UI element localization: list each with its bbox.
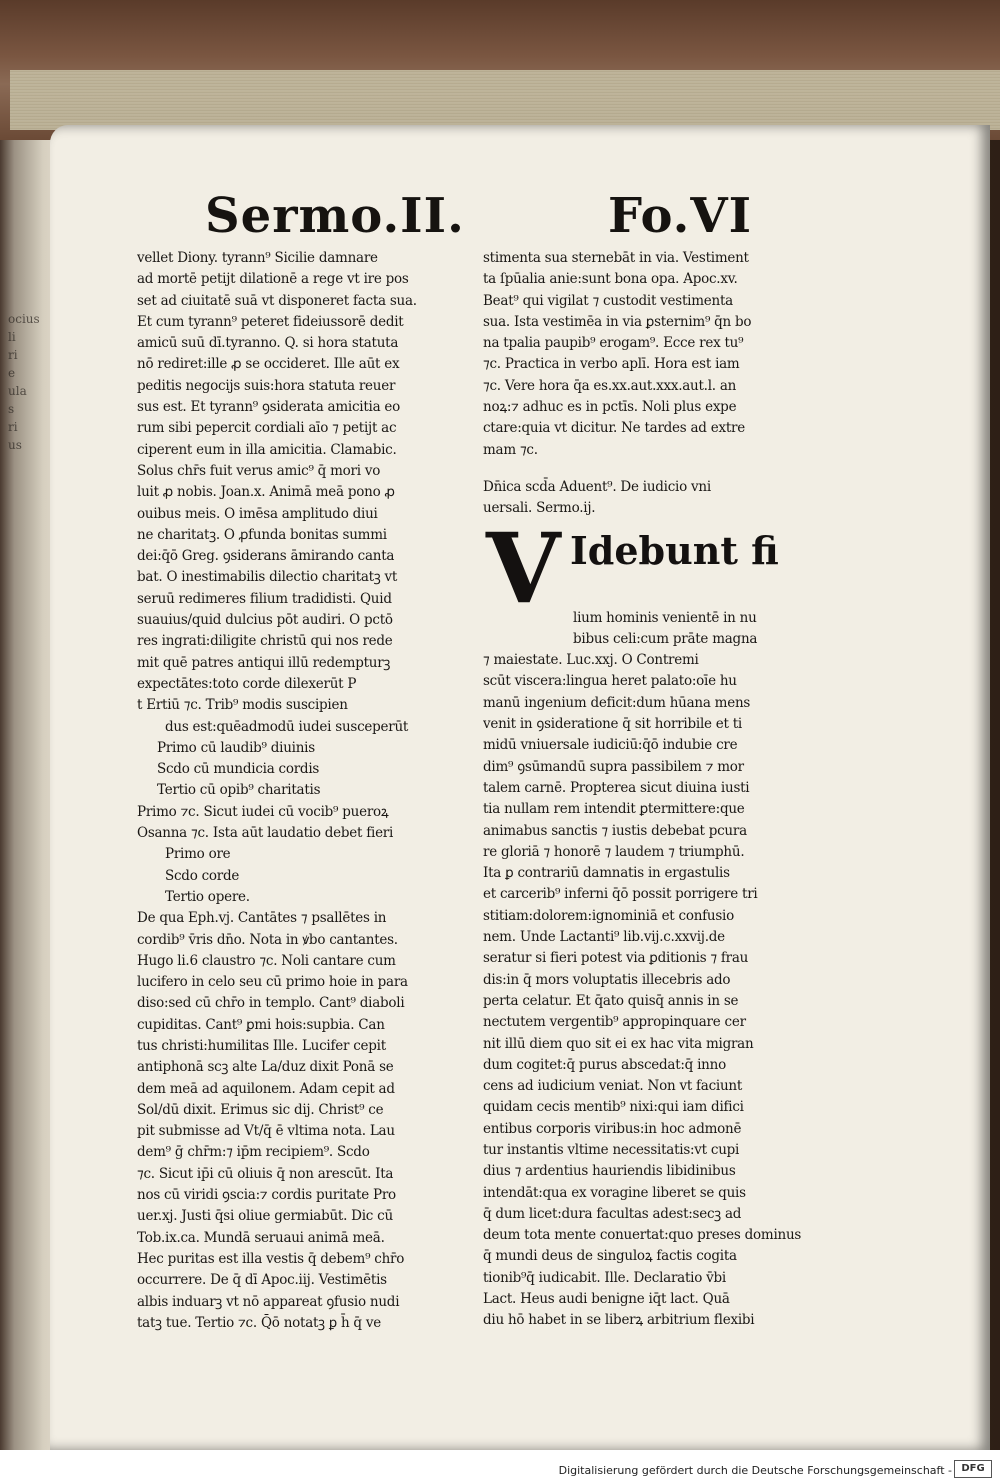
folio-number: Fo.VI — [608, 188, 753, 244]
text-line: expectātes:toto corde dilexerūt P — [137, 675, 357, 692]
text-line: na tpalia paupib⁹ erogam⁹. Ecce rex tu⁹ — [483, 335, 744, 352]
text-line: q̄ mundi deus de singuloꝝ factis cogita — [483, 1248, 737, 1265]
text-line: dis:in q̄ mors voluptatis illecebris ado — [483, 971, 731, 988]
text-line: luit ꝓ nobis. Joan.x. Animā meā pono ꝓ — [137, 484, 395, 501]
text-line: diu hō habet in se liberꝝ arbitrium flexibi — [483, 1312, 755, 1329]
text-line: stimenta sua sternebāt in via. Vestiment — [483, 250, 749, 266]
text-line: e — [8, 366, 16, 380]
text-line: quidam cecis mentib⁹ nixi:qui iam difici — [483, 1099, 744, 1116]
text-line: antiphonā scꝫ alte La/duz dixit Ponā se — [137, 1059, 394, 1076]
text-line: Et cum tyrann⁹ peteret fideiussorē dedit — [137, 313, 404, 330]
text-line: dus est:quēadmodū iudei susceperūt — [165, 718, 409, 735]
text-line: dei:q̄ō Greg. ꝯsiderans āmirando canta — [137, 548, 395, 565]
text-line: sus est. Et tyrann⁹ ꝯsiderata amicitia eo — [137, 399, 401, 416]
text-line: Ita ꝑ contrariū damnatis in ergastulis — [483, 865, 730, 882]
text-line: deum tota mente conuertat:quo preses dominus — [483, 1227, 802, 1244]
text-line: cordib⁹ v̄ris dn̄o. Nota in ꝟbo cantantes. — [137, 931, 398, 948]
text-line: midū vniuersale iudiciū:q̄ō indubie cre — [483, 737, 738, 754]
decorated-initial-letter: V — [486, 512, 561, 625]
text-line: ouibus meis. O imēsa amplitudo diui — [137, 505, 378, 522]
text-line: sua. Ista vestimēa in via ꝑsternim⁹ q̄n bo — [483, 313, 752, 330]
text-line: ctare:quia vt dicitur. Ne tardes ad extre — [483, 420, 745, 437]
text-line: Hugo li.6 claustro ⁊c. Noli cantare cum — [137, 952, 396, 969]
text-line: res ingrati:diligite christū qui nos rede — [137, 633, 393, 650]
text-line: nō rediret:ille ꝓ se occideret. Ille aūt ex — [137, 356, 400, 373]
text-line: Primo cū laudib⁹ diuinis — [157, 739, 315, 756]
text-line: uersali. Sermo.ij. — [483, 500, 596, 517]
text-line: talem carnē. Propterea sicut diuina iusti — [483, 779, 750, 796]
text-line: ri — [8, 348, 18, 362]
text-line: scūt viscera:lingua heret palato:oīe hu — [483, 673, 737, 690]
text-line: Hec puritas est illa vestis q̄ debem⁹ chr̄o — [137, 1250, 405, 1267]
text-line: perta celatur. Et q̄ato quisq̄ annis in se — [483, 992, 739, 1009]
text-line: Tertio cū opib⁹ charitatis — [157, 782, 321, 799]
dfg-logo: DFG — [954, 1460, 992, 1478]
text-line: seruū redimeres filium tradidisti. Quid — [137, 590, 392, 607]
text-line: nos cū viridi ꝯscia:⁊ cordis puritate Pro — [137, 1187, 396, 1204]
text-line: ciperent eum in illa amicitia. Clamabic. — [137, 441, 397, 458]
text-line: Sol/dū dixit. Erimus sic dij. Christ⁹ ce — [137, 1101, 384, 1118]
right-column-top-paragraph — [483, 248, 816, 461]
text-line: bat. O inestimabilis dilectio charitatꝫ vt — [137, 569, 398, 586]
text-line: ri — [8, 420, 18, 434]
text-line: tatꝫ tue. Tertio ⁊c. Q̄ō notatꝫ ꝑ h̄ q̄ ve — [137, 1314, 381, 1331]
text-line: stitiam:dolorem:ignominiā et confusio — [483, 907, 734, 924]
text-line: occurrere. De q̄ dī Apoc.iij. Vestimētis — [137, 1272, 387, 1289]
text-line: vellet Diony. tyrann⁹ Sicilie damnare — [137, 250, 378, 266]
text-line: peditis negocijs suis:hora statuta reuer — [137, 377, 396, 394]
text-line: intendāt:qua ex voragine liberet se quis — [483, 1184, 746, 1201]
text-line: dum cogitet:q̄ purus abscedat:q̄ inno — [483, 1056, 726, 1073]
text-line: diso:sed cū chr̄o in templo. Cant⁹ diaboli — [137, 995, 405, 1012]
text-line: et carcerib⁹ inferni q̄ō possit porrigere tri — [483, 886, 758, 903]
text-line: ne charitatꝫ. O ꝓfunda bonitas summi — [137, 526, 387, 543]
text-line: dem meā ad aquilonem. Adam cepit ad — [137, 1080, 395, 1097]
text-line: tus christi:humilitas Ille. Lucifer cepit — [137, 1037, 386, 1054]
text-line: s — [8, 402, 15, 416]
text-line: mit quē patres antiqui illū redempturꝫ — [137, 654, 391, 671]
funding-credit: Digitalisierung gefördert durch die Deutsche Forschungsgemeinschaft - — [558, 1464, 952, 1477]
text-line: ta ſpūalia anie:sunt bona opa. Apoc.xv. — [483, 271, 738, 288]
text-line: Primo ore — [165, 846, 231, 863]
text-line: manū ingenium deficit:dum hūana mens — [483, 694, 751, 711]
page-edges — [10, 70, 1000, 130]
text-line: Osanna ⁊c. Ista aūt laudatio debet fieri — [137, 825, 394, 842]
text-line: Solus chr̄s fuit verus amic⁹ q̄ mori vo — [137, 462, 381, 479]
right-text-column — [483, 248, 816, 1332]
text-line: re gloriā ⁊ honorē ⁊ laudem ⁊ triumphū. — [483, 843, 745, 860]
text-line: nem. Unde Lactanti⁹ lib.vij.c.xxvij.de — [483, 929, 725, 946]
text-line: rum sibi pepercit cordiali aīo ⁊ petijt ac — [137, 420, 397, 437]
text-line: ⁊c. Practica in verbo aplī. Hora est iam — [483, 356, 740, 373]
text-line: tia nullam rem intendit ꝑtermittere:que — [483, 801, 745, 818]
text-line: pit submisse ad Vt/q̄ ē vltima nota. Lau — [137, 1123, 395, 1140]
text-line: tionib⁹q̄ iudicabit. Ille. Declaratio v̄bi — [483, 1269, 726, 1286]
left-text-column — [137, 248, 473, 1334]
text-line: us — [8, 438, 22, 452]
text-line: dim⁹ ꝯsūmandū supra passibilem ⁊ mor — [483, 758, 744, 775]
text-line: set ad ciuitatē suā vt disponeret facta sua. — [137, 292, 417, 309]
text-line: mam ⁊c. — [483, 441, 538, 458]
text-line: nit illū diem quo sit ei ex hac vita migran — [483, 1035, 754, 1052]
text-line: suauius/quid dulcius pōt audiri. O pctō — [137, 612, 393, 629]
text-line: q̄ dum licet:dura facultas adest:secꝫ ad — [483, 1205, 742, 1222]
text-line: ocius — [8, 312, 40, 326]
running-head-sermo: Sermo.II. — [205, 188, 465, 244]
text-line: De qua Eph.vj. Cantātes ⁊ psallētes in — [137, 910, 387, 927]
text-line: nectutem vergentib⁹ appropinquare cer — [483, 1014, 746, 1031]
text-line: animabus sanctis ⁊ iustis debebat pcura — [483, 822, 747, 839]
text-line: cupiditas. Cant⁹ ꝑmi hois:supbia. Can — [137, 1016, 385, 1033]
text-line: ula — [8, 384, 27, 398]
text-line: venit in ꝯsideratione q̄ sit horribile et ti — [483, 716, 742, 733]
text-line: ⁊c. Sicut ip̄i cū oliuis q̄ non arescūt. Ita — [137, 1165, 394, 1182]
text-line: ⁊ maiestate. Luc.xxj. O Contremi — [483, 652, 699, 669]
text-line: Scdo corde — [165, 867, 240, 884]
opening-words: Idebunt fi — [570, 528, 779, 573]
text-line: Lact. Heus audi benigne iq̄t lact. Quā — [483, 1291, 730, 1308]
text-line: albis induarꝫ vt nō appareat ꝯfusio nudi — [137, 1293, 400, 1310]
text-line: dius ⁊ ardentius hauriendis libidinibus — [483, 1163, 736, 1180]
text-line: ⁊c. Vere hora q̄a es.xx.aut.xxx.aut.l. an — [483, 377, 737, 394]
text-line: tur instantis vltime necessitatis:vt cupi — [483, 1141, 740, 1158]
text-line: lucifero in celo seu cū primo hoie in para — [137, 974, 408, 991]
text-line: t Ertiū ⁊c. Trib⁹ modis suscipien — [137, 697, 348, 714]
text-line: Primo ⁊c. Sicut iudei cū vocib⁹ pueroꝝ — [137, 803, 389, 820]
text-line: entibus corporis viribus:in hoc admonē — [483, 1120, 742, 1137]
text-line: bibus celi:cum prāte magna — [573, 630, 758, 647]
right-column-body — [483, 650, 816, 1332]
text-line: Dn̄ica scd̄a Aduent⁹. De iudicio vni — [483, 478, 711, 495]
text-line: dem⁹ ḡ chr̄m:⁊ ip̄m recipiem⁹. Scdo — [137, 1144, 370, 1161]
text-line: Tertio opere. — [165, 888, 250, 905]
text-line: seratur si fieri potest via ꝑditionis ⁊ frau — [483, 950, 749, 967]
text-line: uer.xj. Justi q̄si oliue germiabūt. Dic cū — [137, 1208, 393, 1225]
text-line: ad mortē petijt dilationē a rege vt ire pos — [137, 271, 409, 288]
text-line: noꝝ:⁊ adhuc es in pctīs. Noli plus expe — [483, 399, 737, 416]
text-line: Scdo cū mundicia cordis — [157, 761, 320, 778]
text-line: amicū suū dī.tyranno. Q. si hora statuta — [137, 335, 399, 352]
text-line: lium hominis venientē in nu — [573, 609, 757, 626]
text-line: cens ad iudicium veniat. Non vt faciunt — [483, 1078, 743, 1095]
text-line: li — [8, 330, 16, 344]
text-line: Tob.ix.ca. Mundā seruaui animā meā. — [137, 1229, 385, 1246]
text-line: Beat⁹ qui vigilat ⁊ custodit vestimenta — [483, 292, 733, 309]
